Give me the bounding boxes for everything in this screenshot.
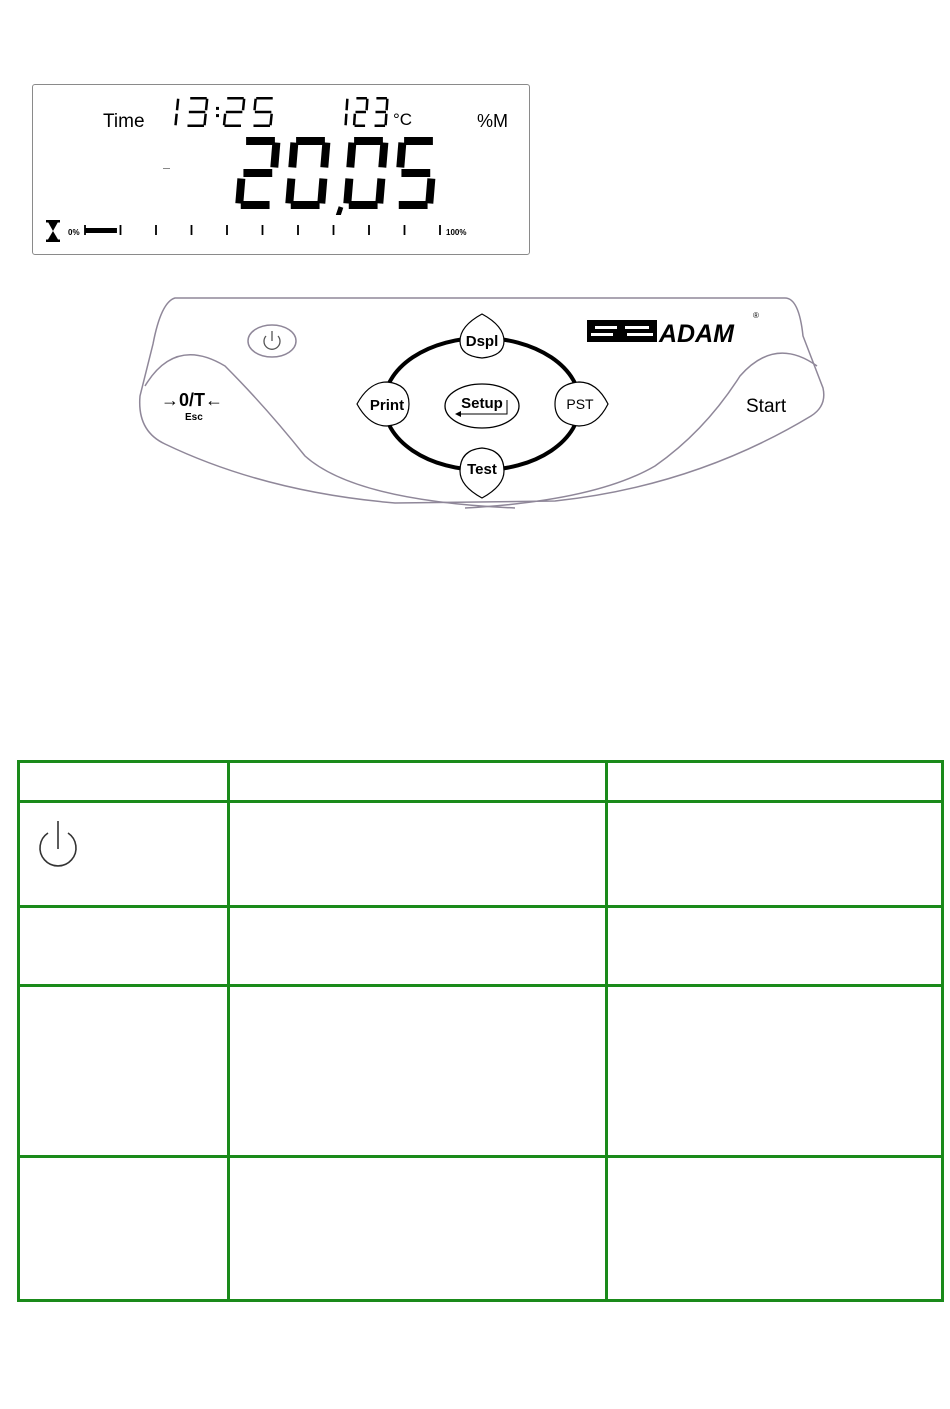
function-cell [229, 907, 607, 985]
pst-label: PST [566, 396, 594, 412]
progress-end-label: 100% [446, 228, 467, 237]
digit-1 [346, 99, 348, 126]
colon-segment [216, 107, 219, 117]
start-button[interactable]: Start [746, 396, 787, 417]
description-cell [607, 801, 943, 907]
power-button[interactable] [248, 325, 296, 357]
table-row [19, 801, 943, 907]
digit-1 [176, 99, 179, 126]
progress-start-label: 0% [68, 228, 80, 237]
test-label: Test [467, 461, 497, 478]
result-unit: %M [477, 111, 508, 131]
progress-bar [83, 223, 445, 237]
brand-name: ADAM [659, 320, 734, 348]
key-cell [19, 985, 229, 1156]
dspl-label: Dspl [465, 333, 499, 350]
key-cell [19, 801, 229, 907]
print-label: Print [369, 397, 405, 414]
time-label: Time [103, 111, 145, 132]
key-cell [19, 907, 229, 985]
main-value-segments [231, 135, 441, 215]
digit-2 [224, 98, 244, 126]
time-value-segments [153, 93, 283, 133]
power-icon [36, 819, 80, 871]
table-header-row [19, 762, 943, 802]
temperature-value-segments [331, 93, 395, 133]
keypad-panel [135, 296, 830, 514]
function-cell [229, 801, 607, 907]
setup-button[interactable] [445, 384, 519, 428]
header-cell [229, 762, 607, 802]
temperature-unit: °C [393, 110, 413, 129]
digit-5 [399, 141, 433, 205]
digit-2 [354, 98, 367, 126]
header-cell [607, 762, 943, 802]
digit-0 [289, 141, 326, 205]
function-cell [229, 985, 607, 1156]
digit-0 [347, 141, 384, 205]
progress-fill [85, 228, 117, 233]
table-row [19, 1156, 943, 1300]
description-cell [607, 985, 943, 1156]
key-function-table [17, 760, 944, 1302]
decimal-segment [337, 207, 341, 215]
description-cell [607, 907, 943, 985]
table-row [19, 985, 943, 1156]
digit-5 [253, 98, 272, 126]
header-cell [19, 762, 229, 802]
registered-mark: ® [753, 311, 759, 320]
tare-label: →0/T← [161, 390, 224, 410]
description-cell [607, 1156, 943, 1300]
lcd-minus-segment [163, 168, 170, 169]
ae-logo-icon [587, 320, 657, 342]
function-cell [229, 1156, 607, 1300]
esc-label: Esc [185, 412, 203, 423]
digit-3 [187, 98, 207, 126]
hourglass-icon [45, 219, 61, 243]
digit-2 [239, 141, 276, 205]
lcd-display [32, 84, 530, 255]
setup-label: Setup [461, 395, 503, 412]
key-cell [19, 1156, 229, 1300]
table-row [19, 907, 943, 985]
digit-3 [375, 98, 388, 126]
